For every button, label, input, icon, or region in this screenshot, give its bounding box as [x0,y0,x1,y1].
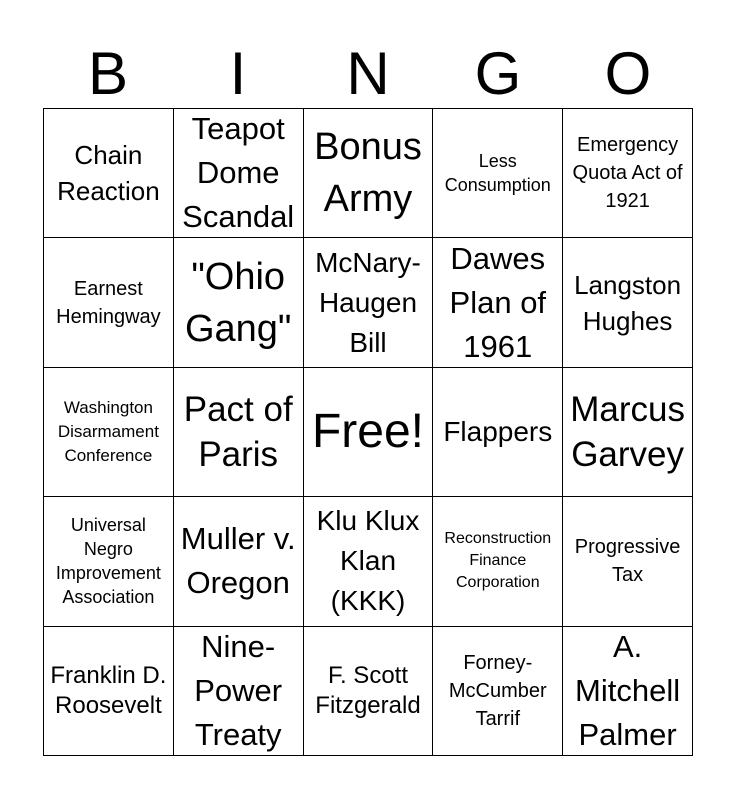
free-space-cell[interactable] [304,368,434,497]
header-letter-b: B [87,40,129,107]
header-letter-n: N [346,40,390,107]
cell-text: Klu Klux Klan (KKK) [316,505,420,617]
cell-text: Universal Negro Improvement Association [55,515,161,608]
cell-text: Free! [311,404,424,458]
bingo-cell[interactable] [44,109,174,238]
bingo-cell[interactable] [44,627,174,756]
bingo-cell[interactable] [433,368,563,497]
cell-text: Less Consumption [444,151,551,196]
bingo-cell[interactable] [563,368,693,497]
bingo-cell[interactable] [304,109,434,238]
cell-text: Teapot Dome Scandal [182,111,295,235]
bingo-cell[interactable] [304,627,434,756]
bingo-header [43,38,693,110]
cell-text: A. Mitchell Palmer [575,628,681,752]
cell-text: Progressive Tax [574,536,681,587]
cell-text: Reconstruction Finance Corporation [444,530,552,592]
bingo-cell[interactable] [433,109,563,238]
cell-text: Marcus Garvey [570,389,685,474]
cell-text: Washington Disarmament Conference [57,397,159,465]
cell-text: Dawes Plan of 1961 [449,240,547,364]
bingo-cell[interactable] [563,627,693,756]
bingo-cell[interactable] [433,497,563,626]
header-letter-g: G [474,40,522,107]
bingo-cell[interactable] [174,238,304,367]
cell-text: Franklin D. Roosevelt [50,661,167,719]
cell-text: Flappers [443,415,553,447]
cell-text: Pact of Paris [183,389,293,474]
cell-text: Forney-McCumber Tarrif [448,651,547,730]
header-letter-i: I [229,40,247,107]
cell-text: McNary-Haugen Bill [315,246,421,358]
bingo-cell[interactable] [563,238,693,367]
bingo-cell[interactable] [563,109,693,238]
bingo-cell[interactable] [174,497,304,626]
bingo-board [43,108,693,756]
header-letter-o: O [604,40,652,107]
bingo-cell[interactable] [174,109,304,238]
bingo-cell[interactable] [174,368,304,497]
bingo-cell[interactable] [44,368,174,497]
bingo-cell[interactable] [304,238,434,367]
cell-text: Nine-Power Treaty [194,628,283,752]
cell-text: Earnest Hemingway [56,277,161,328]
cell-text: Muller v. Oregon [180,521,296,601]
bingo-cell[interactable] [433,627,563,756]
bingo-cell[interactable] [174,627,304,756]
bingo-cell[interactable] [304,497,434,626]
cell-text: Langston Hughes [574,269,682,336]
bingo-cell[interactable] [44,497,174,626]
cell-text: Bonus Army [314,126,422,221]
cell-text: Chain Reaction [57,140,160,207]
cell-text: Emergency Quota Act of 1921 [572,134,683,213]
cell-text: "Ohio Gang" [184,255,292,350]
cell-text: F. Scott Fitzgerald [315,661,421,719]
bingo-cell[interactable] [563,497,693,626]
bingo-cell[interactable] [433,238,563,367]
bingo-cell[interactable] [44,238,174,367]
